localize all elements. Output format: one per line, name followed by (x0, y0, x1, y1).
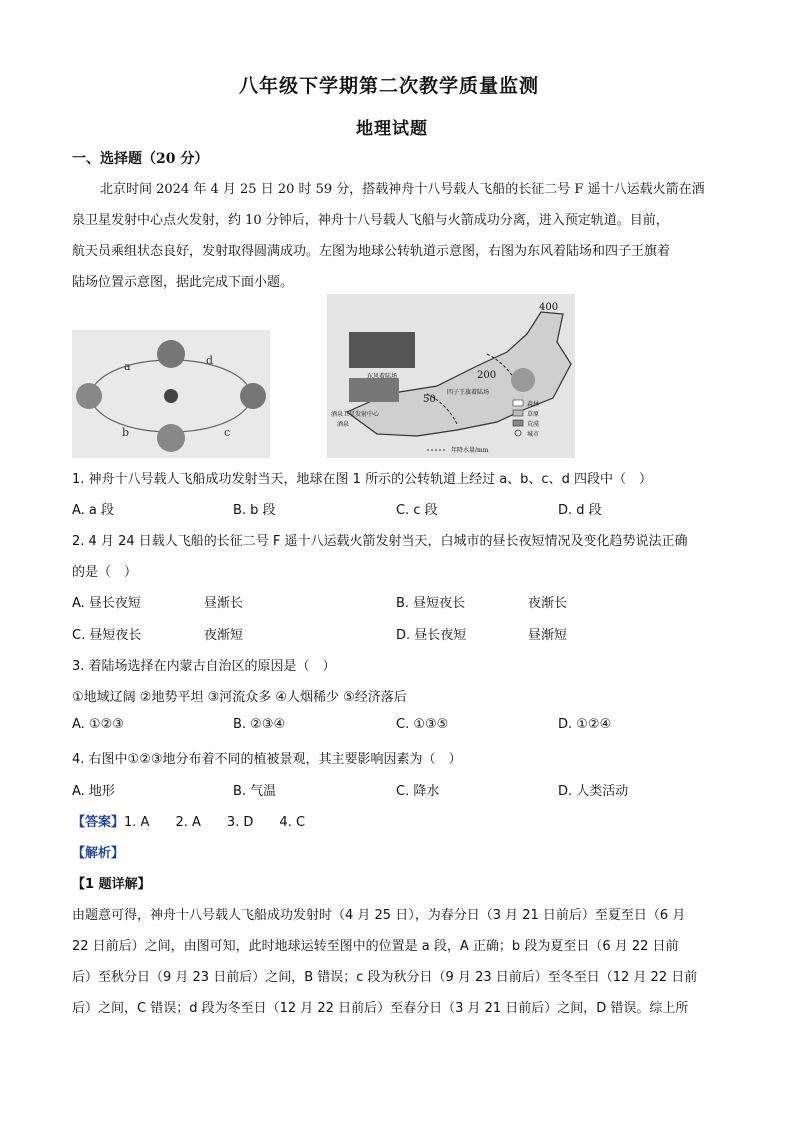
isoline-50: 50 (423, 394, 436, 405)
q2-option-a[interactable]: A. 昼长夜短 (72, 596, 141, 611)
q3-option-b[interactable]: B. ②③④ (233, 717, 286, 732)
question-3-items: ①地域辽阔 ②地势平坦 ③河流众多 ④人烟稀少 ⑤经济落后 (72, 690, 407, 705)
earth-spring-icon (76, 383, 102, 409)
q2-option-b[interactable]: B. 昼短夜长 (396, 596, 466, 611)
answer-text: 1. A 2. A 3. D 4. C (124, 815, 306, 830)
orbit-label-d: d (206, 354, 214, 367)
intro-line-3: 航天员乘组状态良好，发射取得圆满成功。左图为地球公转轨道示意图，右图为东风着陆场和四子王旗着 (72, 244, 671, 259)
q4-option-b[interactable]: B. 气温 (233, 784, 277, 799)
q2-option-d[interactable]: D. 昼长夜短 (396, 628, 467, 643)
question-2-stem-1: 2. 4 月 24 日载人飞船的长征二号 F 遥十八运载火箭发射当天，白城市的昼长夜短情况及变化趋势说法正确 (72, 534, 688, 549)
answer-tag: 【答案】 (72, 815, 125, 830)
q1-option-c[interactable]: C. c 段 (396, 503, 438, 518)
q2-option-c-trend: 夜渐短 (204, 628, 244, 643)
earth-winter-icon (157, 424, 185, 452)
q4-option-c[interactable]: C. 降水 (396, 784, 440, 799)
q3-option-c[interactable]: C. ①③⑤ (396, 717, 449, 732)
intro-line-2: 泉卫星发射中心点火发射，约 10 分钟后，神舟十八号载人飞船与火箭成功分离，进入预定轨道。目前， (72, 213, 669, 228)
orbit-figure (72, 330, 270, 458)
legend-forest: 森林 (527, 401, 540, 408)
detail-line-2: 22 日前后）之间，由图可知，此时地球运转至图中的位置是 a 段，A 正确；b 段为夏至日（6 月 22 日前 (72, 939, 679, 954)
question-3-stem: 3. 着陆场选择在内蒙古自治区的原因是（ ） (72, 659, 336, 674)
legend-isoline: 年降水量/mm (451, 447, 489, 454)
question-2-stem-2: 的是（ ） (72, 565, 138, 580)
legend-grassland: 草原 (527, 411, 540, 418)
place-jiuquan: 酒泉 (337, 421, 350, 428)
q3-option-d[interactable]: D. ①②④ (558, 717, 612, 732)
analysis-tag: 【解析】 (72, 846, 125, 861)
place-siziwangqi: 四子王旗着陆场 (447, 389, 490, 396)
q1-option-b[interactable]: B. b 段 (233, 503, 276, 518)
detail-tag: 【1 题详解】 (72, 877, 151, 892)
legend-desert: 荒漠 (527, 421, 540, 428)
section-heading: 一、选择题（20 分） (72, 151, 209, 167)
q2-option-b-trend: 夜渐长 (528, 596, 568, 611)
intro-line-4: 陆场位置示意图，据此完成下面小题。 (72, 275, 294, 290)
intro-line-1: 北京时间 2024 年 4 月 25 日 20 时 59 分，搭载神舟十八号载人飞船的长征二号 F 遥十八运载火箭在酒 (100, 182, 705, 197)
detail-line-4: 后）之间，C 错误；d 段为冬至日（12 月 22 日前后）至春分日（3 月 21 日前后）之间，D 错误。综上所 (72, 1001, 689, 1016)
orbit-label-a: a (124, 360, 131, 373)
q4-option-a[interactable]: A. 地形 (72, 784, 115, 799)
q1-option-a[interactable]: A. a 段 (72, 503, 115, 518)
q3-option-a[interactable]: A. ①②③ (72, 717, 124, 732)
earth-summer-icon (157, 340, 185, 368)
question-1-stem: 1. 神舟十八号载人飞船成功发射当天，地球在图 1 所示的公转轨道上经过 a、b、c、d 四段中（ ） (72, 472, 652, 487)
isoline-200: 200 (477, 370, 497, 381)
question-4-stem: 4. 右图中①②③地分布着不同的植被景观，其主要影响因素为（ ） (72, 752, 462, 767)
q1-option-d[interactable]: D. d 段 (558, 503, 602, 518)
detail-line-3: 后）至秋分日（9 月 23 日前后）之间，B 错误；c 段为秋分日（9 月 23 日前后）至冬至日（12 月 22 日前 (72, 970, 698, 985)
detail-line-1: 由题意可得，神舟十八号载人飞船成功发射时（4 月 25 日），为春分日（3 月 21 日前后）至夏至日（6 月 (72, 908, 686, 923)
q2-option-d-trend: 昼渐短 (528, 628, 568, 643)
q2-option-c[interactable]: C. 昼短夜长 (72, 628, 142, 643)
page-subtitle: 地理试题 (356, 119, 428, 139)
sun-icon (164, 389, 178, 403)
landing-map (327, 294, 575, 458)
orbit-label-b: b (122, 426, 130, 439)
earth-autumn-icon (240, 383, 266, 409)
isoline-400: 400 (539, 302, 559, 313)
place-jiuquan-center: 酒泉卫星发射中心 (331, 411, 380, 418)
answer-line (72, 811, 305, 830)
q4-option-d[interactable]: D. 人类活动 (558, 784, 629, 799)
place-dongfeng: 东风着陆场 (367, 373, 398, 380)
page-title: 八年级下学期第二次教学质量监测 (239, 75, 540, 97)
orbit-label-c: c (224, 426, 231, 439)
landing-map-figure (327, 294, 575, 458)
orbit-diagram (72, 330, 270, 458)
q2-option-a-trend: 昼渐长 (204, 596, 244, 611)
legend-city: 城市 (527, 431, 540, 438)
